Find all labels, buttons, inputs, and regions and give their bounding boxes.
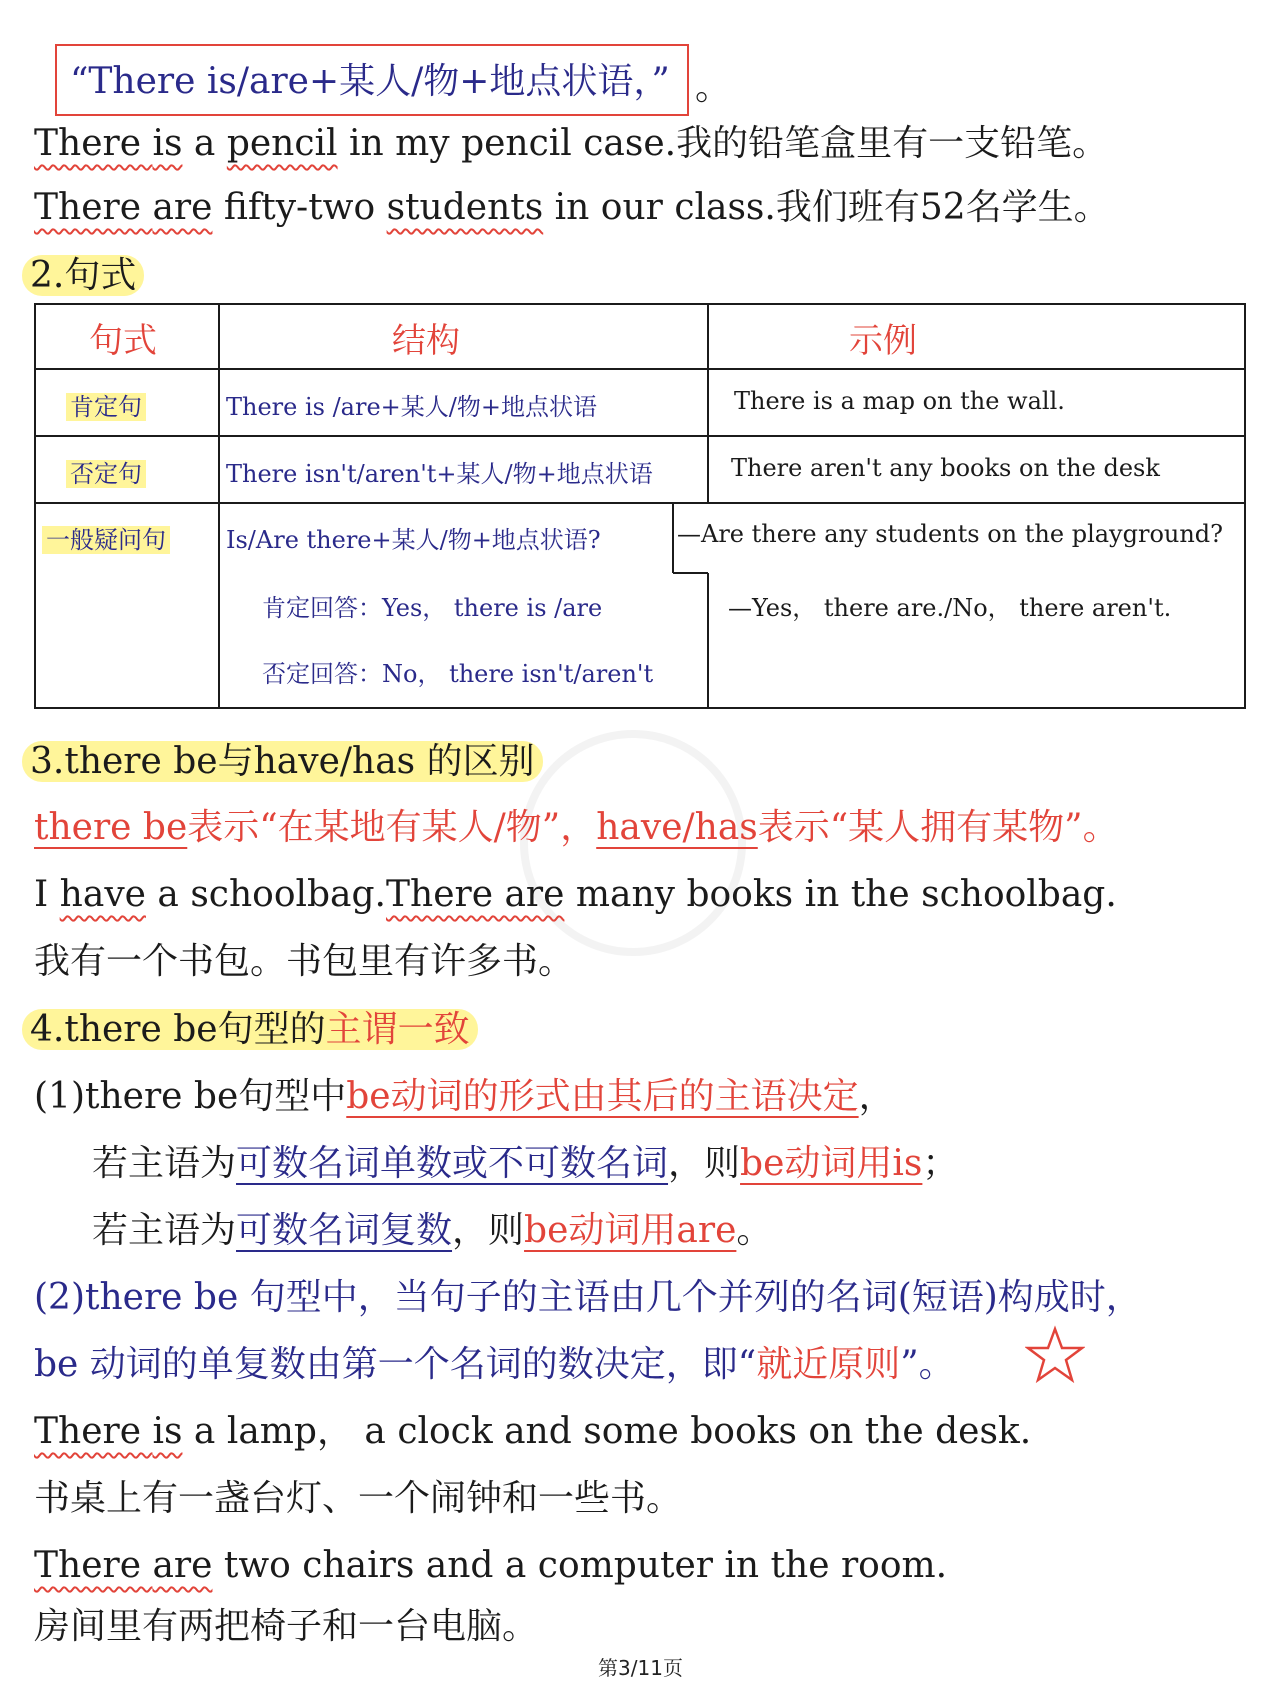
formula-end-mark: 。	[695, 67, 732, 108]
row-affirmative-structure: There is /are+某人/物+地点状语	[226, 393, 597, 421]
row-negative-type: 否定句	[66, 454, 146, 489]
star-icon	[1025, 1325, 1085, 1385]
row-question-type: 一般疑问句	[42, 520, 170, 555]
rule-2-example-1-cn: 书桌上有一盏台灯、一个闹钟和一些书。	[34, 1478, 683, 1519]
row-question-example-answer: —Yes， there are./No， there aren't.	[728, 594, 1172, 622]
rule-1-singular: 若主语为可数名词单数或不可数名词，则be动词用is；	[92, 1143, 959, 1184]
row-negative-structure: There isn't/aren't+某人/物+地点状语	[226, 460, 653, 488]
section-3-heading: 3.there be与have/has 的区别	[22, 740, 543, 784]
rule-1-plural: 若主语为可数名词复数，则be动词用are。	[92, 1210, 773, 1251]
row-negative-example: There aren't any books on the desk	[731, 454, 1160, 482]
table-grid	[34, 303, 1246, 709]
row-question-yes-answer: 肯定回答：Yes， there is /are	[262, 594, 603, 622]
rule-2-continued: be 动词的单复数由第一个名词的数决定，即“就近原则”。	[34, 1344, 955, 1385]
rule-2-example-2-en: There are two chairs and a computer in the room.	[34, 1545, 948, 1586]
formula-text: “There is/are+某人/物+地点状语，”	[70, 61, 670, 102]
page-number: 第3/11页	[598, 1656, 683, 1680]
section-3-description: there be表示“在某地有某人/物”，have/has表示“某人拥有某物”。	[34, 807, 1119, 848]
rule-2-example-2-cn: 房间里有两把椅子和一台电脑。	[34, 1606, 539, 1647]
header-example: 示例	[849, 321, 917, 361]
row-question-example: —Are there any students on the playground?	[677, 520, 1224, 548]
section-3-example-cn: 我有一个书包。书包里有许多书。	[34, 941, 575, 982]
row-affirmative-type: 肯定句	[66, 387, 146, 422]
rule-1: (1)there be句型中be动词的形式由其后的主语决定，	[34, 1076, 895, 1117]
section-4-heading: 4.there be句型的主谓一致	[22, 1008, 478, 1052]
section-2-heading: 2.句式	[22, 254, 144, 298]
row-question-no-answer: 否定回答：No， there isn't/aren't	[262, 660, 654, 688]
example-sentence-2: There are fifty-two students in our class.我们班有52名学生。	[34, 187, 1110, 228]
row-affirmative-example: There is a map on the wall.	[734, 387, 1065, 415]
row-question-structure: Is/Are there+某人/物+地点状语?	[226, 526, 601, 554]
section-3-example-en: I have a schoolbag.There are many books in the schoolbag.	[34, 874, 1117, 915]
example-sentence-1: There is a pencil in my pencil case.我的铅笔盒里有一支铅笔。	[34, 123, 1109, 164]
sentence-pattern-table	[34, 303, 1246, 709]
header-type: 句式	[89, 321, 157, 361]
header-structure: 结构	[392, 321, 460, 361]
rule-2: (2)there be 句型中，当句子的主语由几个并列的名词(短语)构成时，	[34, 1277, 1142, 1318]
rule-2-example-1-en: There is a lamp， a clock and some books on the desk.	[34, 1411, 1032, 1452]
